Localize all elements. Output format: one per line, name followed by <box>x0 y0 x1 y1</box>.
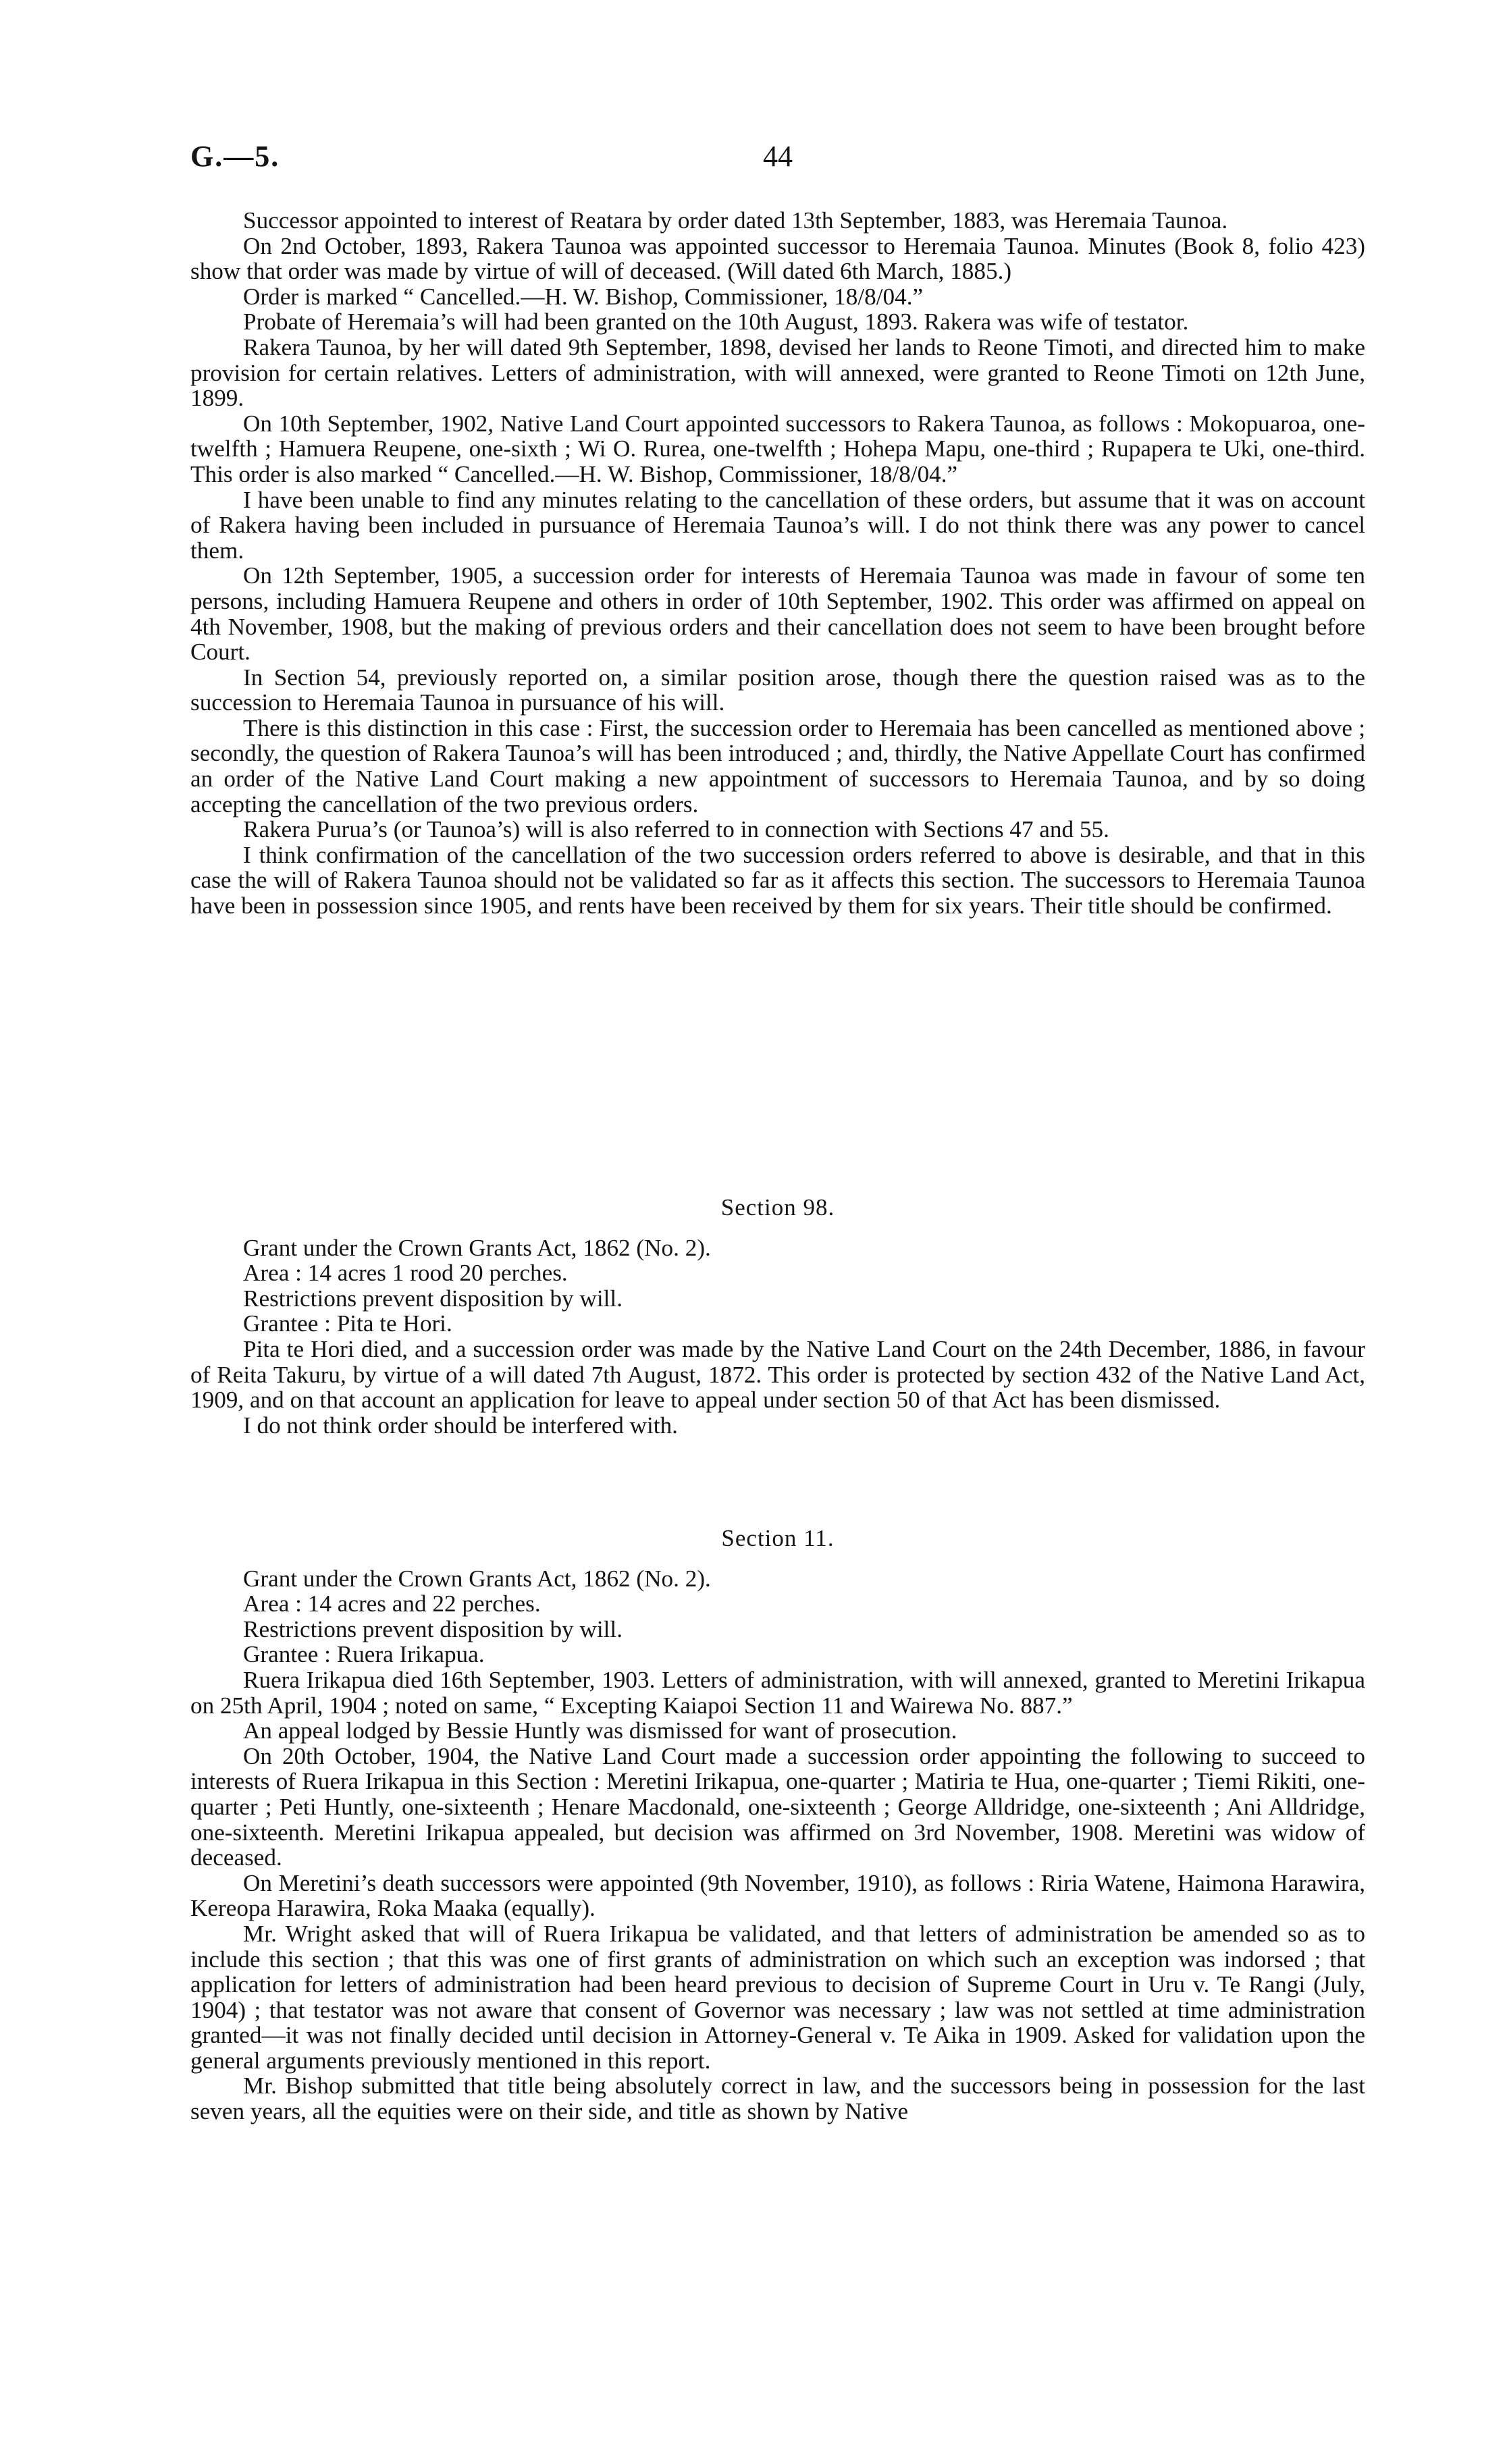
paragraph: I think confirmation of the cancellation of the two succession orders referred to above is desirable, and that in this case the will of Rakera Taunoa should not be validated so far as it affects this section. The successors to Heremaia Taunoa have been in possession since 1905, and rents have been received by them for six years. Their title should be confirmed. <box>190 841 1365 919</box>
paragraph: Mr. Wright asked that will of Ruera Irikapua be validated, and that letters of administration be amended so as to include this section ; that this was one of first grants of administration on which such an exception was indorsed ; that application for letters of administration had been heard previous to decision of Supreme Court in Uru v. Te Rangi (July, 1904) ; that testator was not aware that consent of Governor was necessary ; law was not settled at time administration granted—it was not finally decided until decision in Attorney-General v. Te Aika in 1909. Asked for validation upon the general arguments previously mentioned in this report. <box>190 1920 1365 2074</box>
paragraph: I have been unable to find any minutes relating to the cancellation of these orders, but assume that it was on account of Rakera having been included in pursuance of Heremaia Taunoa’s will. I do not think there was any power to cancel them. <box>190 486 1365 564</box>
paragraph: Pita te Hori died, and a succession order was made by the Native Land Court on the 24th December, 1886, in favour of Reita Takuru, by virtue of a will dated 7th August, 1872. This order is protected by section 432 of the Native Land Act, 1909, and on that account an application for leave to appeal under section 50 of that Act has been dismissed. <box>190 1335 1365 1414</box>
paragraph: Successor appointed to interest of Reatara by order dated 13th September, 1883, was Heremaia Taunoa. <box>243 207 1228 234</box>
paragraph: Rakera Taunoa, by her will dated 9th September, 1898, devised her lands to Reone Timoti, and directed him to make provision for certain relatives. Letters of administration, with will annexed, were granted to Reone Timoti on 12th June, 1899. <box>190 333 1365 412</box>
paragraph: Ruera Irikapua died 16th September, 1903. Letters of administration, with will annexed, granted to Meretini Irikapua on 25th April, 1904 ; noted on same, “ Excepting Kaiapoi Section 11 and Wairewa No. 887.” <box>190 1666 1365 1719</box>
section-11 <box>190 1526 1365 2124</box>
paragraph: On 20th October, 1904, the Native Land Court made a succession order appointing the following to succeed to interests of Ruera Irikapua in this Section : Meretini Irikapua, one-quarter ; Matiria te Hua, one-quarter ; Tiemi Rikiti, one-quarter ; Peti Huntly, one-sixteenth ; Henare Macdonald, one-sixteenth ; George Alldridge, one-sixteenth ; Ani Alldridge, one-sixteenth. Meretini Irikapua appealed, but decision was affirmed on 3rd November, 1908. Meretini was widow of deceased. <box>190 1742 1365 1871</box>
paragraph: In Section 54, previously reported on, a similar position arose, though there the question raised was as to the succession to Heremaia Taunoa in pursuance of his will. <box>190 664 1365 716</box>
paragraph: Grantee : Pita te Hori. <box>243 1310 452 1337</box>
document-reference: G.—5. <box>190 140 280 173</box>
paragraph: Order is marked “ Cancelled.—H. W. Bishop, Commissioner, 18/8/04.” <box>243 283 924 310</box>
paragraph: Grant under the Crown Grants Act, 1862 (No. 2). <box>243 1565 711 1592</box>
section-heading: Section 11. <box>721 1525 835 1551</box>
paragraph: On Meretini’s death successors were appointed (9th November, 1910), as follows : Riria Watene, Haimona Harawira, Kereopa Harawira, Roka Maaka (equally). <box>190 1869 1365 1922</box>
paragraph: Rakera Purua’s (or Taunoa’s) will is also referred to in connection with Sections 47 and 55. <box>243 816 1109 843</box>
section-98 <box>190 1195 1365 1438</box>
paragraph: Probate of Heremaia’s will had been granted on the 10th August, 1893. Rakera was wife of testator. <box>243 309 1189 336</box>
paragraph: There is this distinction in this case : First, the succession order to Heremaia has been cancelled as mentioned above ; secondly, the question of Rakera Taunoa’s will has been introduced ; and, thirdly, the Native Appellate Court has confirmed an order of the Native Land Court making a new appointment of successors to Heremaia Taunoa, and by so doing accepting the cancellation of the two previous orders. <box>190 714 1365 818</box>
section-heading: Section 98. <box>720 1194 835 1221</box>
paragraph: On 2nd October, 1893, Rakera Taunoa was appointed successor to Heremaia Taunoa. Minutes (Book 8, folio 423) show that order was made by virtue of will of deceased. (Will dated 6th March, 1885.) <box>190 232 1365 285</box>
paragraph: Area : 14 acres 1 rood 20 perches. <box>243 1260 568 1287</box>
paragraph: An appeal lodged by Bessie Huntly was dismissed for want of prosecution. <box>243 1717 957 1744</box>
paragraph: Area : 14 acres and 22 perches. <box>243 1590 541 1617</box>
paragraph: On 10th September, 1902, Native Land Court appointed successors to Rakera Taunoa, as follows : Mokopuaroa, one-twelfth ; Hamuera Reupene, one-sixth ; Wi O. Rurea, one-twelfth ; Hohepa Mapu, one-third ; Rupapera te Uki, one-third. This order is also marked “ Cancelled.—H. W. Bishop, Commissioner, 18/8/04.” <box>190 410 1365 487</box>
intro-text <box>190 208 1365 919</box>
paragraph: On 12th September, 1905, a succession order for interests of Heremaia Taunoa was made in favour of some ten persons, including Hamuera Reupene and others in order of 10th September, 1902. This order was affirmed on appeal on 4th November, 1908, but the making of previous orders and their cancellation does not seem to have been brought before Court. <box>190 562 1365 666</box>
paragraph: I do not think order should be interfered with. <box>243 1412 678 1439</box>
page-number: 44 <box>763 140 793 173</box>
paragraph: Restrictions prevent disposition by will. <box>243 1615 623 1642</box>
paragraph: Restrictions prevent disposition by will. <box>243 1285 623 1312</box>
page-header <box>190 139 1365 180</box>
paragraph: Grantee : Ruera Irikapua. <box>243 1641 485 1668</box>
paragraph: Mr. Bishop submitted that title being absolutely correct in law, and the successors being in possession for the last seven years, all the equities were on their side, and title as shown by Native <box>190 2072 1365 2125</box>
paragraph: Grant under the Crown Grants Act, 1862 (No. 2). <box>243 1234 711 1261</box>
